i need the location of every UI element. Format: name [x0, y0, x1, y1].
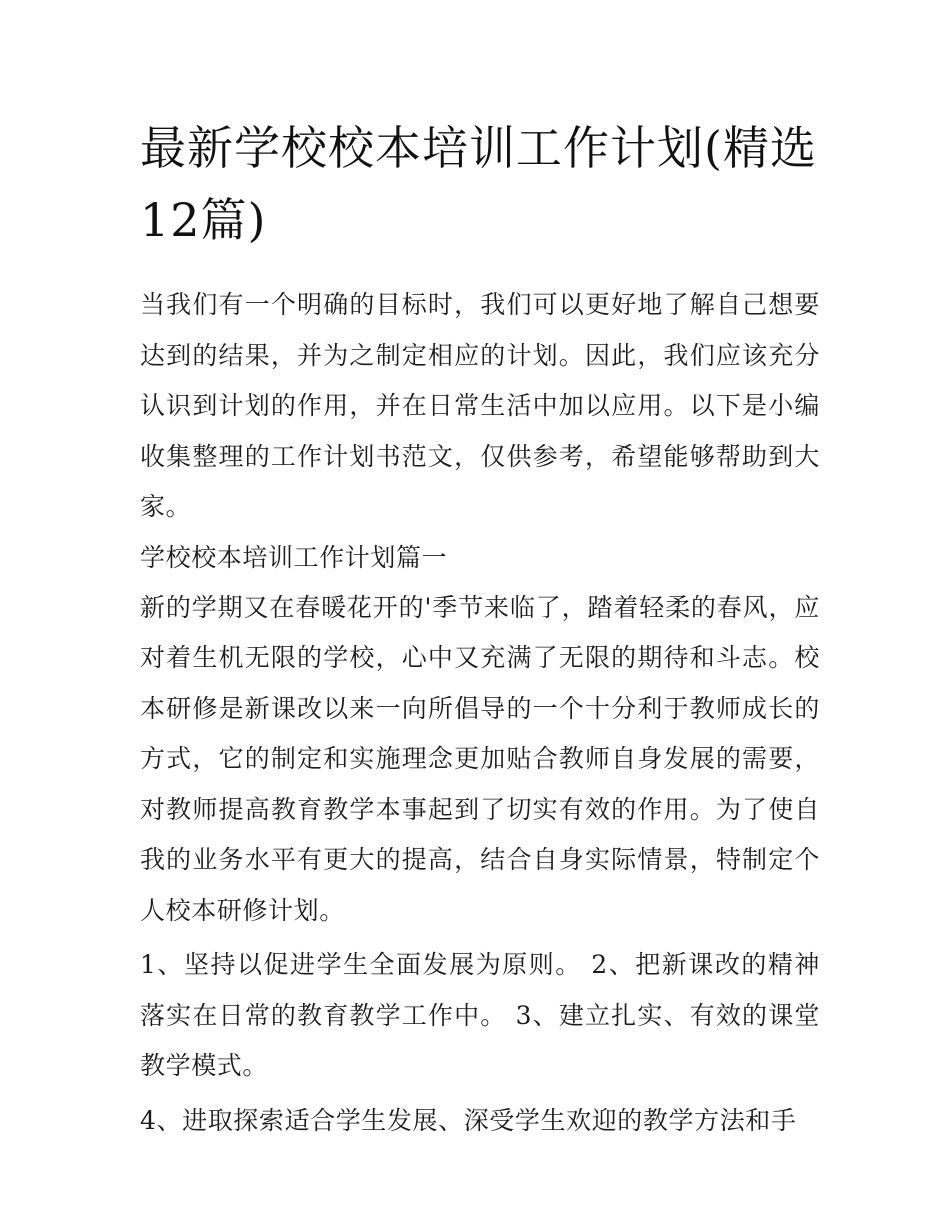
section-heading: 学校校本培训工作计划篇一 — [140, 542, 448, 572]
body-paragraph: 新的学期又在春暖花开的'季节来临了，踏着轻柔的春风，应对着生机无限的学校，心中又充满了无限的期待和斗志。校本研修是新课改以来一向所倡导的一个十分利于教师成长的方式，它的制定和实施理念更加贴合教师自身发展的需要，对教师提高教育教学本事起到了切实有效的作用。为了使自我的业务水平有更大的提高，结合自身实际情景，特制定个人校本研修计划。 — [140, 592, 820, 925]
list-paragraph: 4、进取探索适合学生发展、深受学生欢迎的教学方法和手 — [140, 1105, 797, 1135]
document-title: 最新学校校本培训工作计划(精选12篇) — [140, 121, 817, 247]
document-body — [140, 280, 820, 1146]
list-paragraph: 1、坚持以促进学生全面发展为原则。 2、把新课改的精神落实在日常的教育教学工作中。 3、建立扎实、有效的课堂教学模式。 — [140, 950, 820, 1080]
intro-paragraph: 当我们有一个明确的目标时，我们可以更好地了解自己想要达到的结果，并为之制定相应的计划。因此，我们应该充分认识到计划的作用，并在日常生活中加以应用。以下是小编收集整理的工作计划书范文，仅供参考，希望能够帮助到大家。 — [140, 290, 820, 521]
